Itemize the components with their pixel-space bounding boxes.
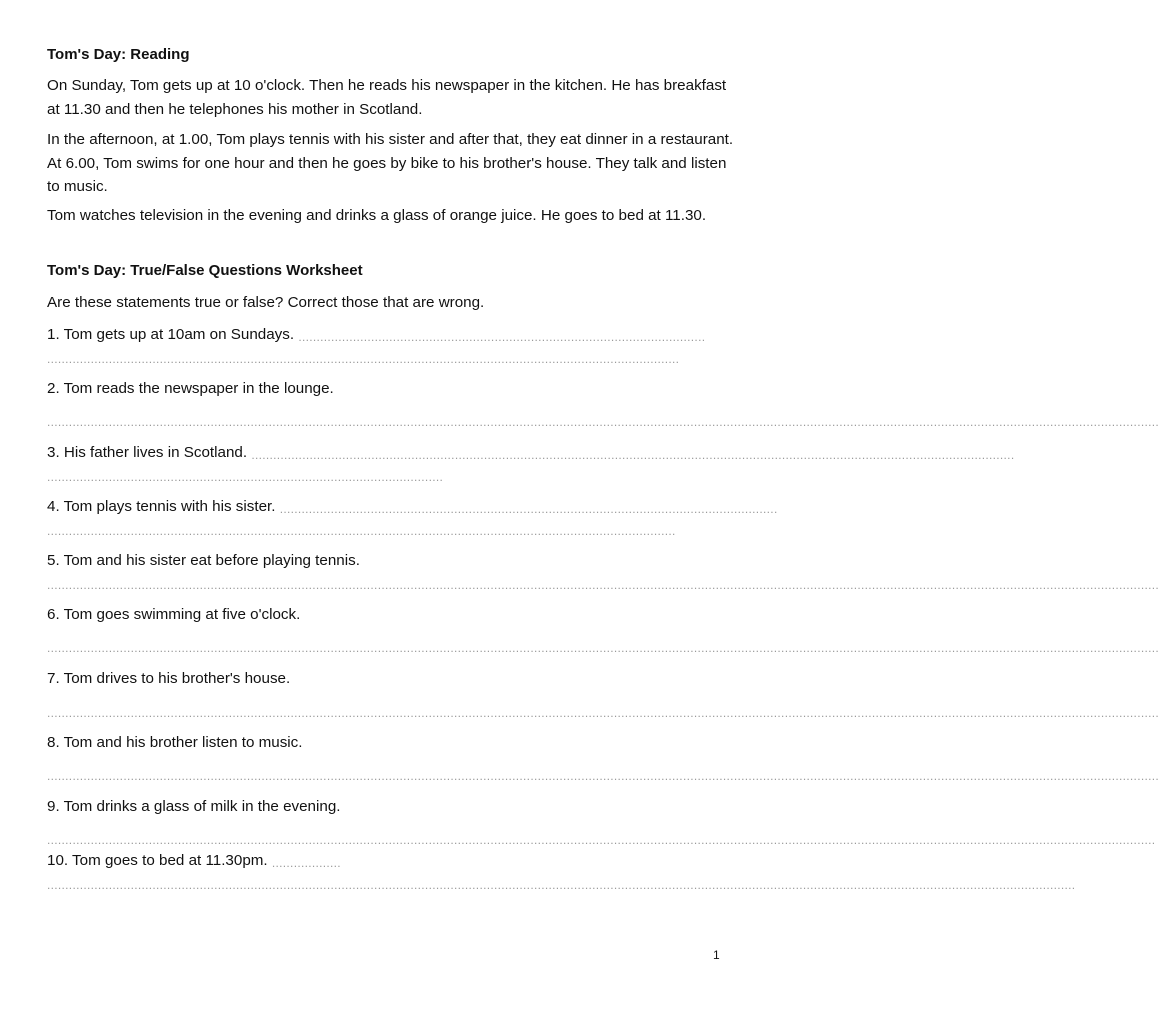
question-6 — [47, 604, 737, 626]
page-number: 1 — [713, 948, 720, 962]
question-4 — [47, 496, 778, 518]
question-5-text: 5. Tom and his sister eat before playing tennis. — [47, 552, 360, 569]
answer-line-6[interactable]: .................................................................................................................................................................................................................................................................................................................. — [47, 641, 1159, 655]
reading-paragraph-1: On Sunday, Tom gets up at 10 o'clock. Then he reads his newspaper in the kitchen. He has breakfast at 11.30 and then he telephones his mother in Scotland. — [47, 77, 727, 118]
question-5 — [47, 550, 737, 572]
question-6-text: 6. Tom goes swimming at five o'clock. — [47, 606, 301, 623]
worksheet-instructions: Are these statements true or false? Correct those that are wrong. — [47, 294, 485, 311]
question-3 — [47, 442, 1015, 464]
answer-line-10a[interactable]: ................... — [271, 856, 341, 870]
reading-paragraph-2: In the afternoon, at 1.00, Tom plays tennis with his sister and after that, they eat dinner in a restaurant. At 6.00, Tom swims for one hour and then he goes by bike to his brother's house. They talk and listen to music. — [47, 131, 734, 195]
question-2-text: 2. Tom reads the newspaper in the lounge. — [47, 380, 334, 397]
answer-line-3a[interactable]: .................................................................................................................................................................................................................. — [251, 448, 1015, 462]
question-4-text: 4. Tom plays tennis with his sister. — [47, 498, 276, 515]
reading-title: Tom's Day: Reading — [47, 46, 190, 63]
question-7 — [47, 668, 737, 690]
question-9 — [47, 796, 737, 818]
answer-line-9[interactable]: ................................................................................................................................................................................................................................................................................................................. — [47, 833, 1156, 847]
answer-line-1a[interactable]: ................................................................................................................ — [298, 330, 706, 344]
question-1-text: 1. Tom gets up at 10am on Sundays. — [47, 326, 295, 343]
question-1 — [47, 324, 737, 346]
question-2 — [47, 378, 737, 400]
answer-line-10b[interactable]: ........................................................................................................................................................................................................................................................................................... — [47, 878, 1076, 892]
answer-line-2[interactable]: .................................................................................................................................................................................................................................................................................................................. — [47, 415, 1159, 429]
answer-line-8[interactable]: .................................................................................................................................................................................................................................................................................................................. — [47, 769, 1159, 783]
question-10-text: 10. Tom goes to bed at 11.30pm. — [47, 852, 268, 869]
answer-line-1b[interactable]: .............................................................................................................................................................................. — [47, 352, 680, 366]
question-8 — [47, 732, 737, 754]
answer-line-5[interactable]: .................................................................................................................................................................................................................................................................................................................. — [47, 578, 1159, 592]
question-10 — [47, 850, 737, 872]
answer-line-4b[interactable]: ............................................................................................................................................................................. — [47, 524, 676, 538]
answer-line-7[interactable]: .................................................................................................................................................................................................................................................................................................................. — [47, 706, 1159, 720]
worksheet-title: Tom's Day: True/False Questions Worksheet — [47, 262, 363, 279]
answer-line-4a[interactable]: ......................................................................................................................................... — [279, 502, 778, 516]
question-9-text: 9. Tom drinks a glass of milk in the evening. — [47, 798, 341, 815]
answer-line-3b[interactable]: ............................................................................................................. — [47, 470, 444, 484]
question-3-text: 3. His father lives in Scotland. — [47, 444, 248, 461]
question-8-text: 8. Tom and his brother listen to music. — [47, 734, 303, 751]
question-7-text: 7. Tom drives to his brother's house. — [47, 670, 291, 687]
reading-paragraph-3: Tom watches television in the evening and drinks a glass of orange juice. He goes to bed at 11.30. — [47, 207, 707, 224]
